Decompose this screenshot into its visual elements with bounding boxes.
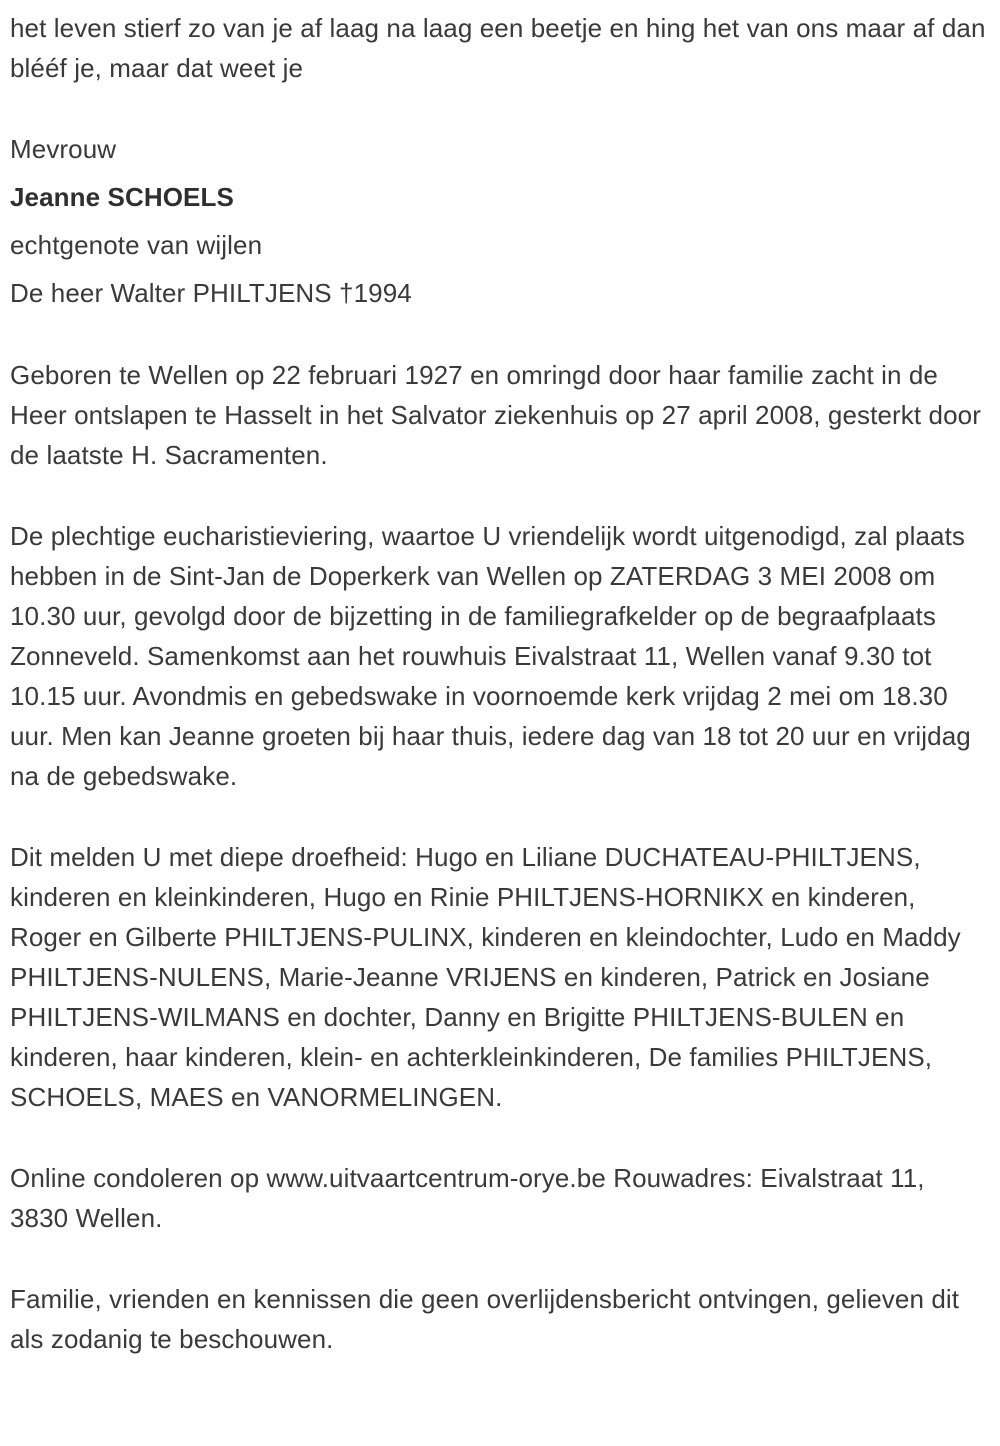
birth-death-paragraph: Geboren te Wellen op 22 februari 1927 en omringd door haar familie zacht in de Heer ontslapen te Hasselt in het Salvator ziekenhuis op 27 april 2008, gesterkt door de laatste H. Sacramenten.: [10, 360, 981, 470]
closing-paragraph: Familie, vrienden en kennissen die geen overlijdensbericht ontvingen, gelieven dit als zodanig te beschouwen.: [10, 1284, 960, 1354]
spouse-intro: echtgenote van wijlen: [10, 230, 263, 260]
deceased-name: Jeanne SCHOELS: [10, 182, 234, 212]
condolences-paragraph: Online condoleren op www.uitvaartcentrum-orye.be Rouwadres: Eivalstraat 11, 3830 Wellen.: [10, 1163, 925, 1233]
funeral-service-paragraph: De plechtige eucharistieviering, waartoe U vriendelijk wordt uitgenodigd, zal plaats hebben in de Sint-Jan de Doperkerk van Wellen op ZATERDAG 3 MEI 2008 om 10.30 uur, gevolgd door de bijzetting in de familiegrafkelder op de begraafplaats Zonneveld. Samenkomst aan het rouwhuis Eivalstraat 11, Wellen vanaf 9.30 tot 10.15 uur. Avondmis en gebedswake in voornoemde kerk vrijdag 2 mei om 18.30 uur. Men kan Jeanne groeten bij haar thuis, iedere dag van 18 tot 20 uur en vrijdag na de gebedswake.: [10, 521, 971, 791]
spouse-name: De heer Walter PHILTJENS †1994: [10, 278, 412, 308]
poem-text: het leven stierf zo van je af laag na laag een beetje en hing het van ons maar af dan blééf je, maar dat weet je: [10, 13, 986, 83]
family-announcement-paragraph: Dit melden U met diepe droefheid: Hugo en Liliane DUCHATEAU-PHILTJENS, kinderen en kleinkinderen, Hugo en Rinie PHILTJENS-HORNIKX en kinderen, Roger en Gilberte PHILTJENS-PULINX, kinderen en kleindochter, Ludo en Maddy PHILTJENS-NULENS, Marie-Jeanne VRIJENS en kinderen, Patrick en Josiane PHILTJENS-WILMANS en dochter, Danny en Brigitte PHILTJENS-BULEN en kinderen, haar kinderen, klein- en achterkleinkinderen, De families PHILTJENS, SCHOELS, MAES en VANORMELINGEN.: [10, 842, 961, 1112]
salutation: Mevrouw: [10, 134, 117, 164]
